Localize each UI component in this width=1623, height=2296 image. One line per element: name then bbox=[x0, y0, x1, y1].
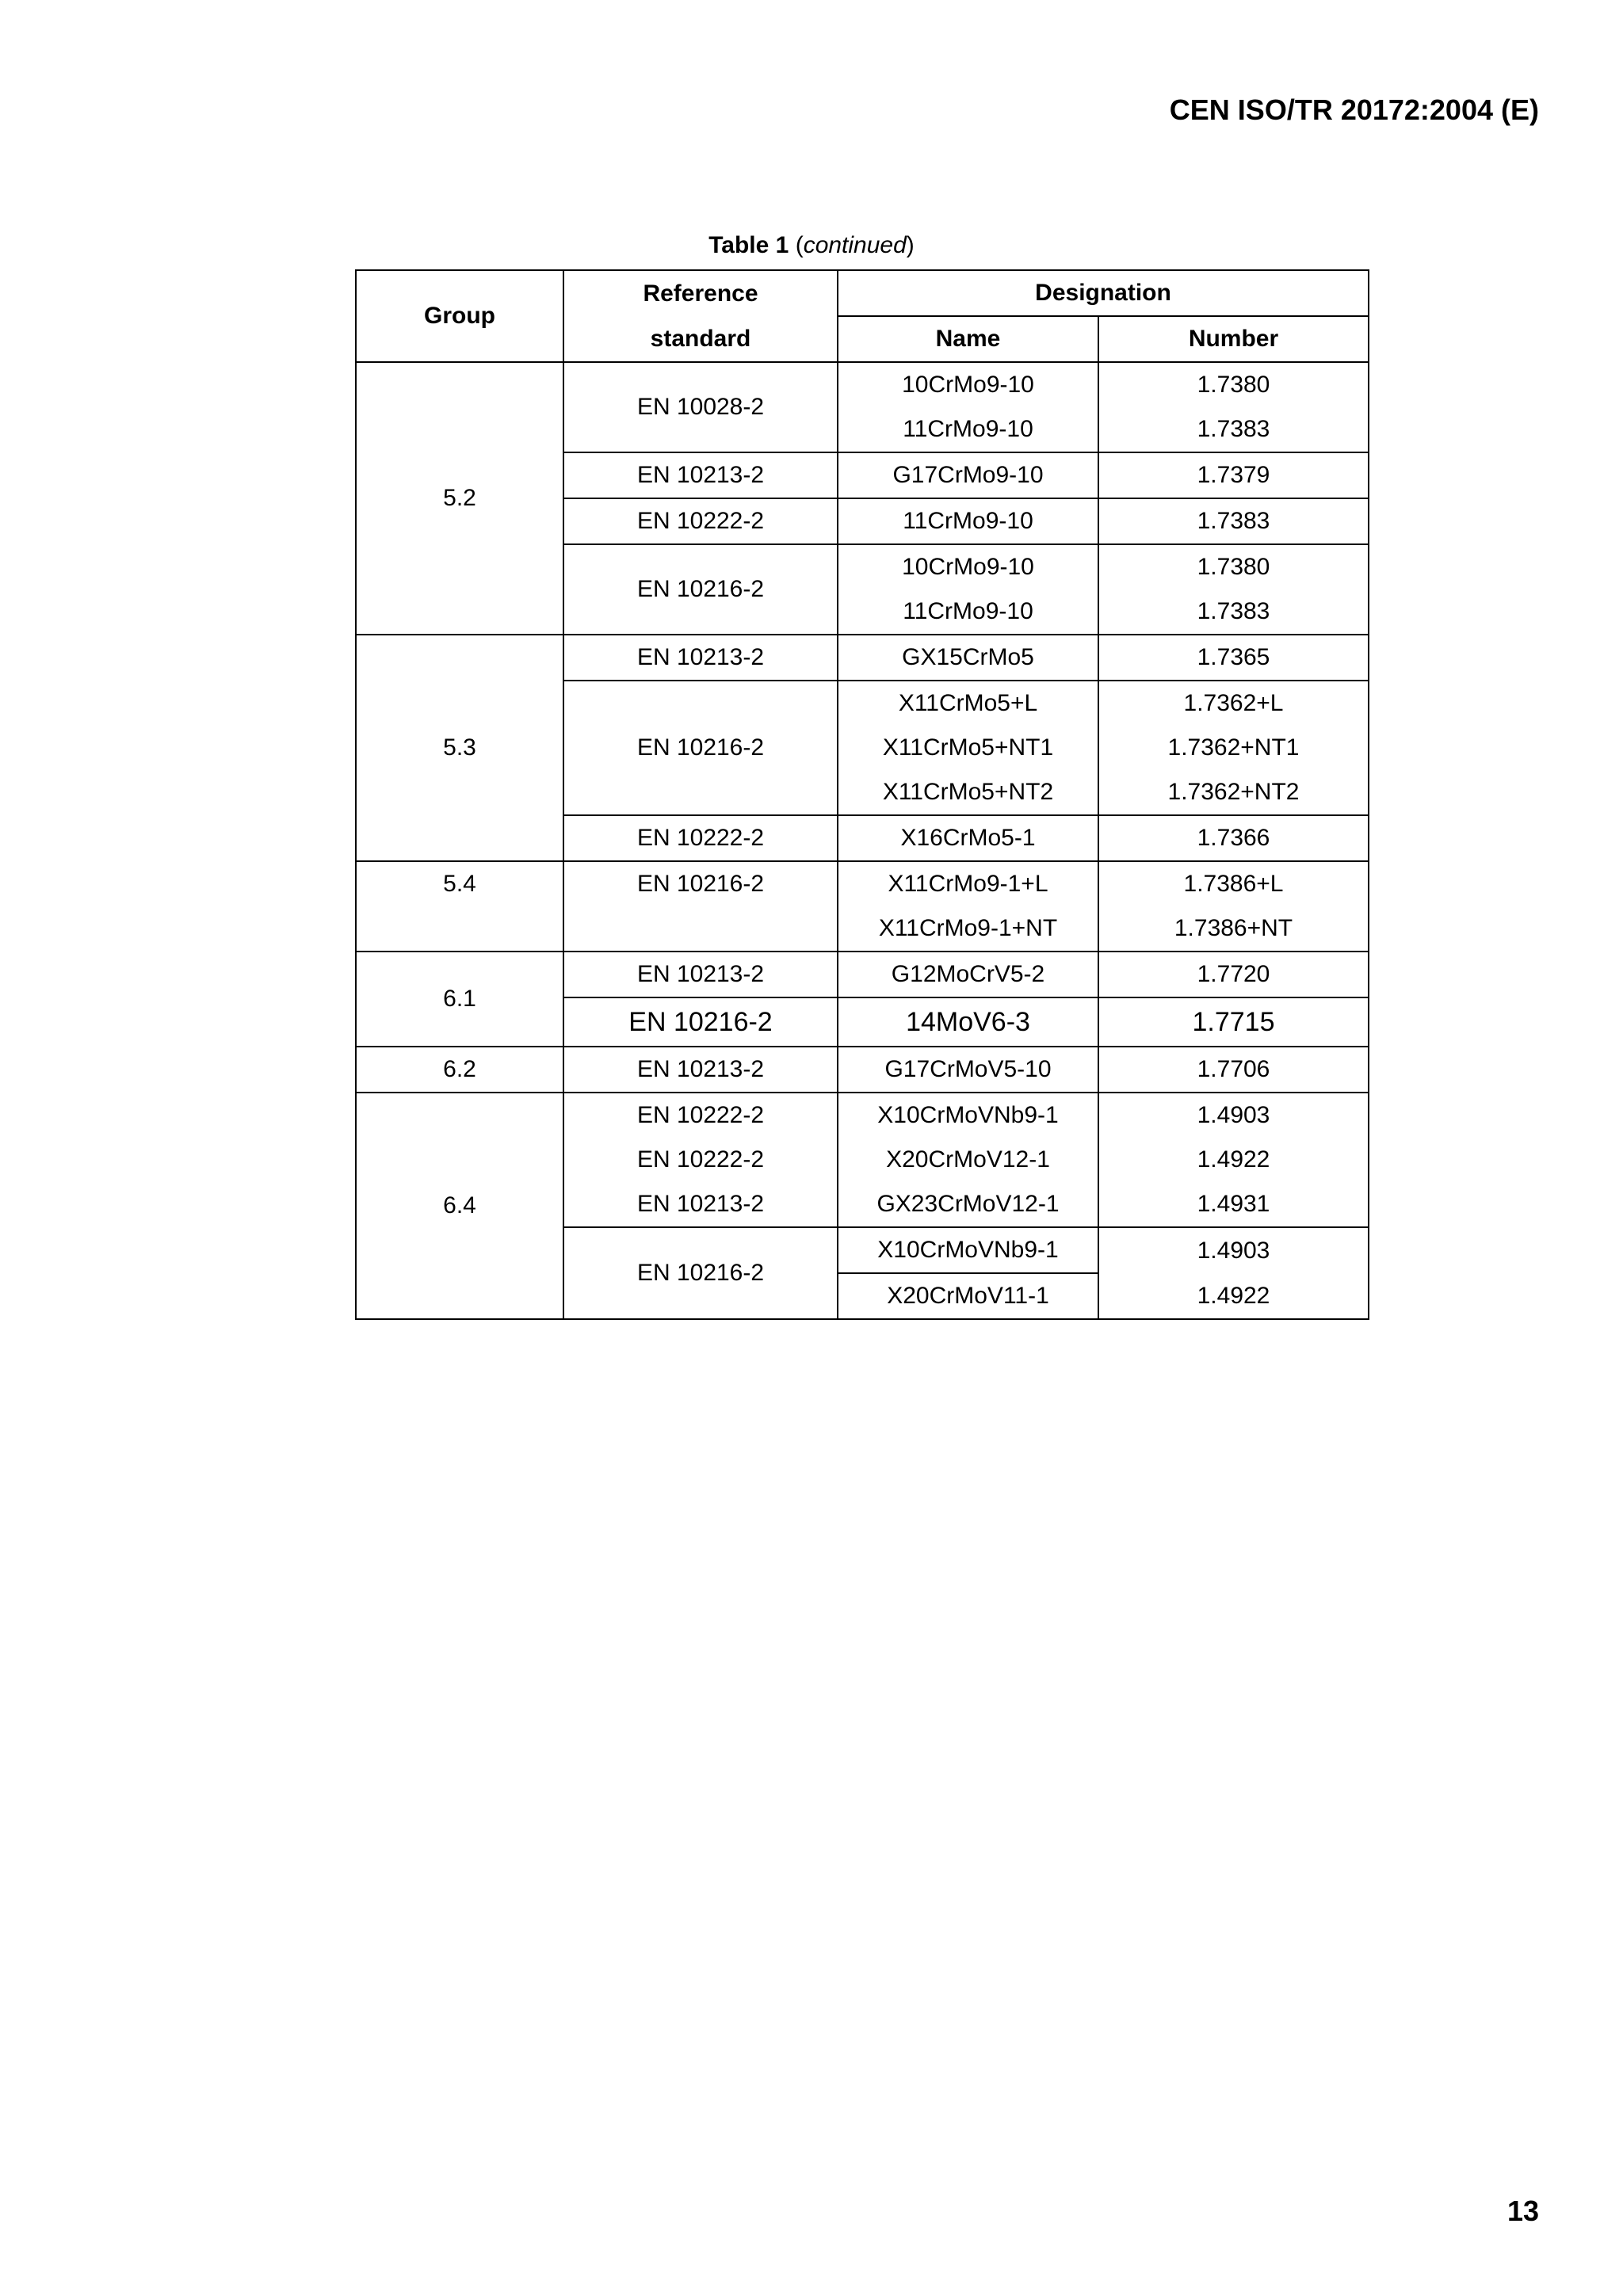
reference-cell: EN 10216-2 bbox=[563, 861, 838, 906]
header-standard: standard bbox=[563, 316, 838, 362]
name-cell: GX23CrMoV12-1 bbox=[838, 1182, 1098, 1227]
number-cell: 1.4922 bbox=[1098, 1273, 1369, 1319]
reference-cell: EN 10222-2 bbox=[563, 1093, 838, 1138]
name-cell: 10CrMo9-10 bbox=[838, 544, 1098, 589]
group-cell: 6.1 bbox=[356, 952, 563, 1047]
reference-cell: EN 10222-2 bbox=[563, 498, 838, 544]
name-cell: X11CrMo5+NT1 bbox=[838, 726, 1098, 770]
page-number: 13 bbox=[1507, 2195, 1539, 2227]
name-cell: 11CrMo9-10 bbox=[838, 407, 1098, 452]
table-row bbox=[356, 635, 1369, 681]
name-cell: X10CrMoVNb9-1 bbox=[838, 1227, 1098, 1273]
table-label: Table 1 bbox=[708, 232, 789, 258]
steel-grades-table bbox=[355, 269, 1369, 1320]
group-cell-empty bbox=[356, 906, 563, 952]
name-cell: 11CrMo9-10 bbox=[838, 498, 1098, 544]
reference-cell: EN 10222-2 bbox=[563, 815, 838, 861]
document-id: CEN ISO/TR 20172:2004 (E) bbox=[1169, 93, 1539, 126]
number-cell: 1.7383 bbox=[1098, 407, 1369, 452]
number-cell: 1.7386+NT bbox=[1098, 906, 1369, 952]
name-cell: X20CrMoV11-1 bbox=[838, 1273, 1098, 1319]
name-cell: G17CrMoV5-10 bbox=[838, 1047, 1098, 1093]
header-reference: Reference bbox=[563, 270, 838, 316]
reference-cell: EN 10213-2 bbox=[563, 635, 838, 681]
name-cell: G12MoCrV5-2 bbox=[838, 952, 1098, 997]
table-row bbox=[356, 1047, 1369, 1093]
reference-cell-empty bbox=[563, 906, 838, 952]
name-cell: X11CrMo9-1+NT bbox=[838, 906, 1098, 952]
number-cell: 1.7362+NT2 bbox=[1098, 770, 1369, 815]
table-row bbox=[356, 952, 1369, 997]
group-cell: 5.2 bbox=[356, 362, 563, 635]
reference-cell: EN 10222-2 bbox=[563, 1138, 838, 1182]
header-group: Group bbox=[356, 270, 563, 362]
reference-cell: EN 10216-2 bbox=[563, 1227, 838, 1319]
caption-open: ( bbox=[795, 232, 804, 258]
name-cell: X20CrMoV12-1 bbox=[838, 1138, 1098, 1182]
header-designation: Designation bbox=[838, 270, 1369, 316]
header-name: Name bbox=[838, 316, 1098, 362]
reference-cell: EN 10213-2 bbox=[563, 452, 838, 498]
reference-cell: EN 10213-2 bbox=[563, 1182, 838, 1227]
header-number: Number bbox=[1098, 316, 1369, 362]
number-cell: 1.7383 bbox=[1098, 498, 1369, 544]
caption-close: ) bbox=[906, 232, 915, 258]
name-cell: X11CrMo5+NT2 bbox=[838, 770, 1098, 815]
table-caption bbox=[0, 232, 1623, 259]
group-cell: 6.4 bbox=[356, 1093, 563, 1319]
group-cell: 5.4 bbox=[356, 861, 563, 906]
name-cell: GX15CrMo5 bbox=[838, 635, 1098, 681]
number-cell: 1.7383 bbox=[1098, 589, 1369, 635]
name-cell: 10CrMo9-10 bbox=[838, 362, 1098, 407]
name-cell: X16CrMo5-1 bbox=[838, 815, 1098, 861]
group-cell: 6.2 bbox=[356, 1047, 563, 1093]
reference-cell: EN 10213-2 bbox=[563, 952, 838, 997]
reference-cell: EN 10216-2 bbox=[563, 544, 838, 635]
table-row bbox=[356, 1093, 1369, 1138]
number-cell: 1.7362+L bbox=[1098, 681, 1369, 726]
reference-cell: EN 10216-2 bbox=[563, 997, 838, 1047]
caption-note: continued bbox=[803, 232, 907, 258]
name-cell: 11CrMo9-10 bbox=[838, 589, 1098, 635]
reference-cell: EN 10213-2 bbox=[563, 1047, 838, 1093]
table-row bbox=[356, 906, 1369, 952]
number-cell: 1.7715 bbox=[1098, 997, 1369, 1047]
group-cell: 5.3 bbox=[356, 635, 563, 861]
number-cell: 1.7720 bbox=[1098, 952, 1369, 997]
number-cell: 1.7706 bbox=[1098, 1047, 1369, 1093]
number-cell: 1.7362+NT1 bbox=[1098, 726, 1369, 770]
number-cell: 1.7380 bbox=[1098, 544, 1369, 589]
reference-cell: EN 10028-2 bbox=[563, 362, 838, 452]
number-cell: 1.4903 bbox=[1098, 1093, 1369, 1138]
number-cell: 1.4931 bbox=[1098, 1182, 1369, 1227]
number-cell: 1.7365 bbox=[1098, 635, 1369, 681]
number-cell: 1.7380 bbox=[1098, 362, 1369, 407]
number-cell: 1.7379 bbox=[1098, 452, 1369, 498]
number-cell: 1.4903 bbox=[1098, 1227, 1369, 1273]
number-cell: 1.7366 bbox=[1098, 815, 1369, 861]
name-cell: X10CrMoVNb9-1 bbox=[838, 1093, 1098, 1138]
table-row bbox=[356, 861, 1369, 906]
name-cell: 14MoV6-3 bbox=[838, 997, 1098, 1047]
number-cell: 1.4922 bbox=[1098, 1138, 1369, 1182]
name-cell: X11CrMo5+L bbox=[838, 681, 1098, 726]
reference-cell: EN 10216-2 bbox=[563, 681, 838, 815]
header-row bbox=[356, 270, 1369, 316]
name-cell: G17CrMo9-10 bbox=[838, 452, 1098, 498]
name-cell: X11CrMo9-1+L bbox=[838, 861, 1098, 906]
table-row bbox=[356, 362, 1369, 407]
number-cell: 1.7386+L bbox=[1098, 861, 1369, 906]
